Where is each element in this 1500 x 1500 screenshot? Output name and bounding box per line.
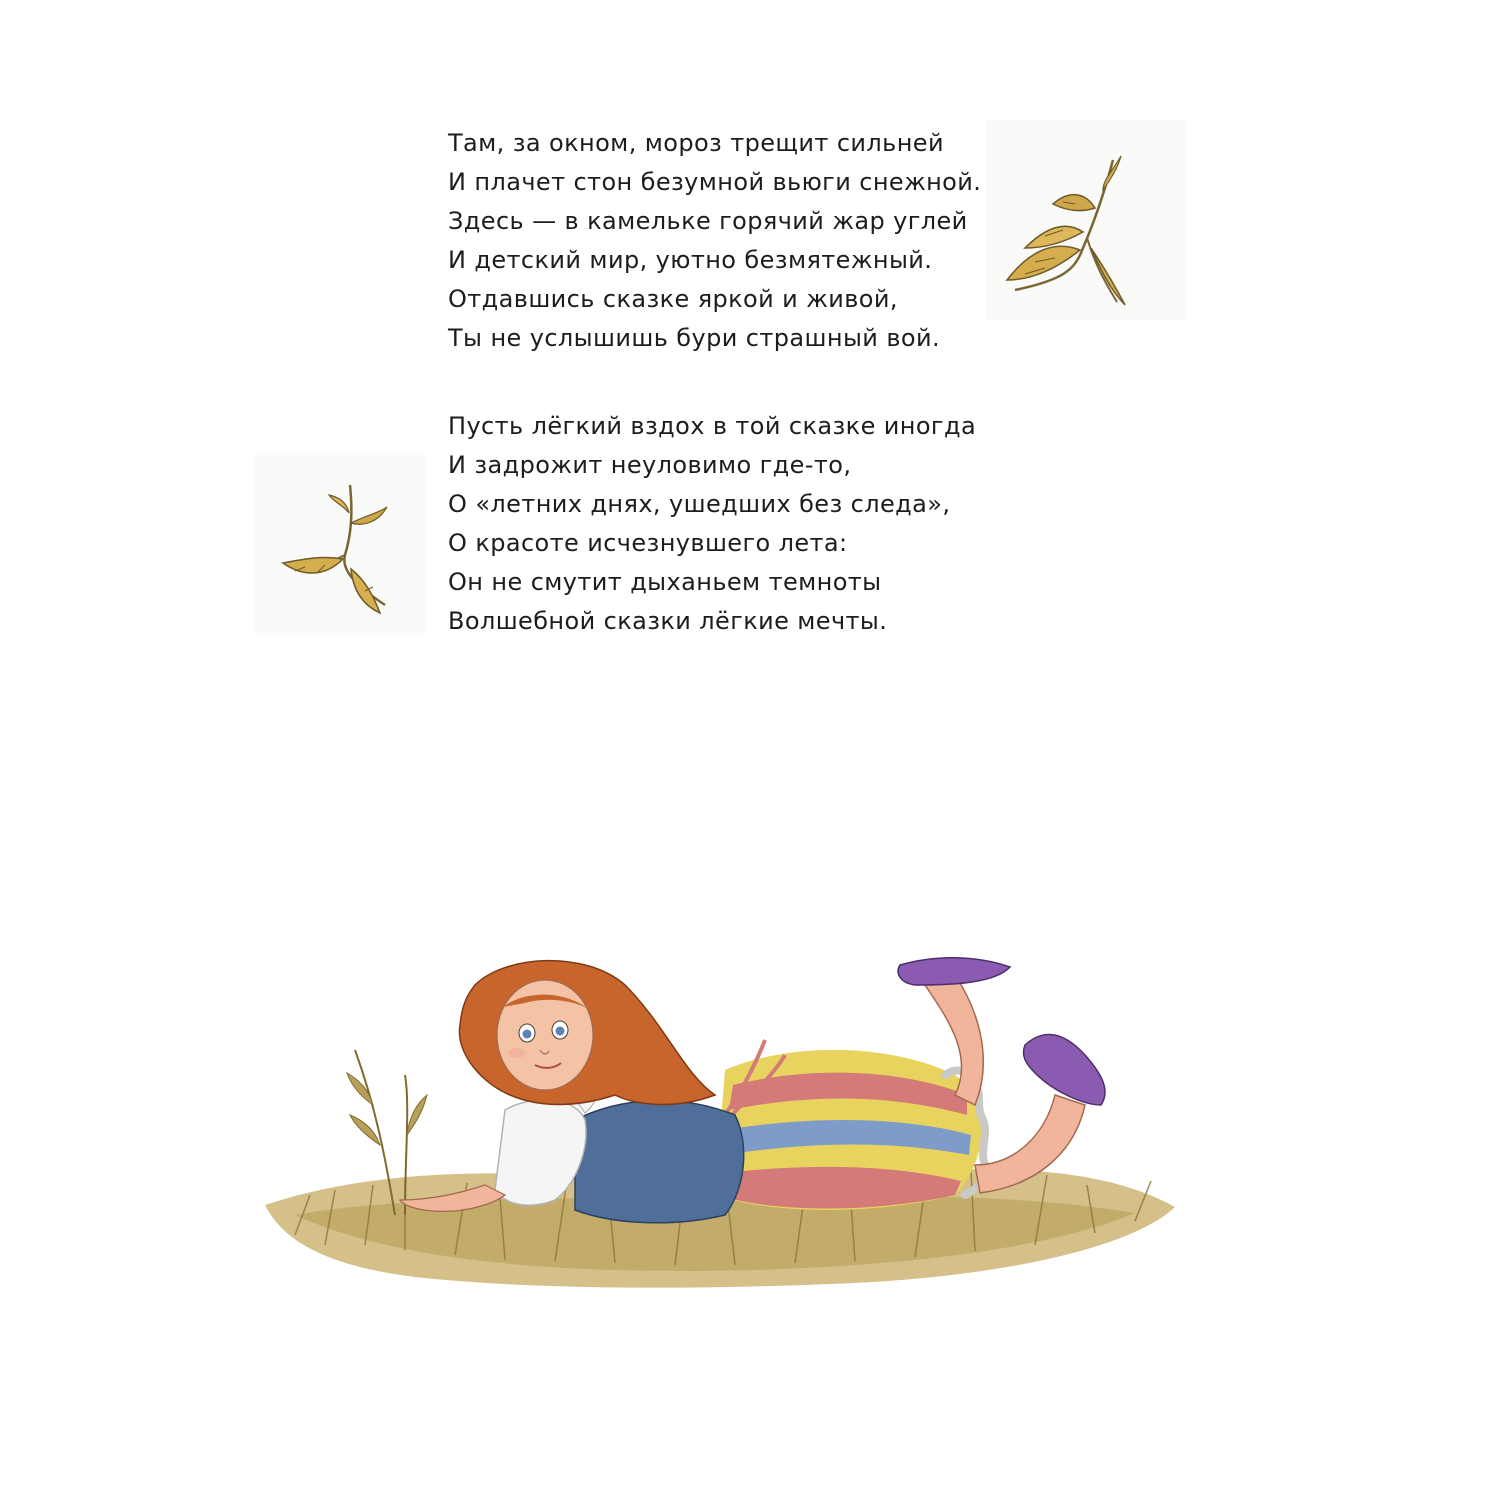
poem-line: Пусть лёгкий вздох в той сказке иногда: [448, 412, 977, 440]
poem-line: И плачет стон безумной вьюги снежной.: [448, 168, 982, 196]
poem-line: Ты не услышишь бури страшный вой.: [448, 324, 940, 352]
poem-line: Там, за окном, мороз трещит сильней: [448, 129, 944, 157]
girl-lying-in-grass-illustration: [255, 945, 1195, 1305]
poem-line: О красоте исчезнувшего лета:: [448, 529, 848, 557]
poem: [448, 124, 1008, 641]
poem-line: Здесь — в камельке горячий жар углей: [448, 207, 968, 235]
poem-line: Волшебной сказки лёгкие мечты.: [448, 607, 888, 635]
poem-line: Отдавшись сказке яркой и живой,: [448, 285, 898, 313]
leaf-icon: [985, 120, 1185, 320]
leaf-icon: [255, 455, 425, 635]
poem-line: И детский мир, уютно безмятежный.: [448, 246, 933, 274]
poem-line: О «летних днях, ушедших без следа»,: [448, 490, 951, 518]
poem-stanza-1: [448, 124, 1008, 358]
poem-stanza-2: [448, 407, 1008, 641]
poem-line: И задрожит неуловимо где-то,: [448, 451, 852, 479]
poem-line: Он не смутит дыханьем темноты: [448, 568, 882, 596]
